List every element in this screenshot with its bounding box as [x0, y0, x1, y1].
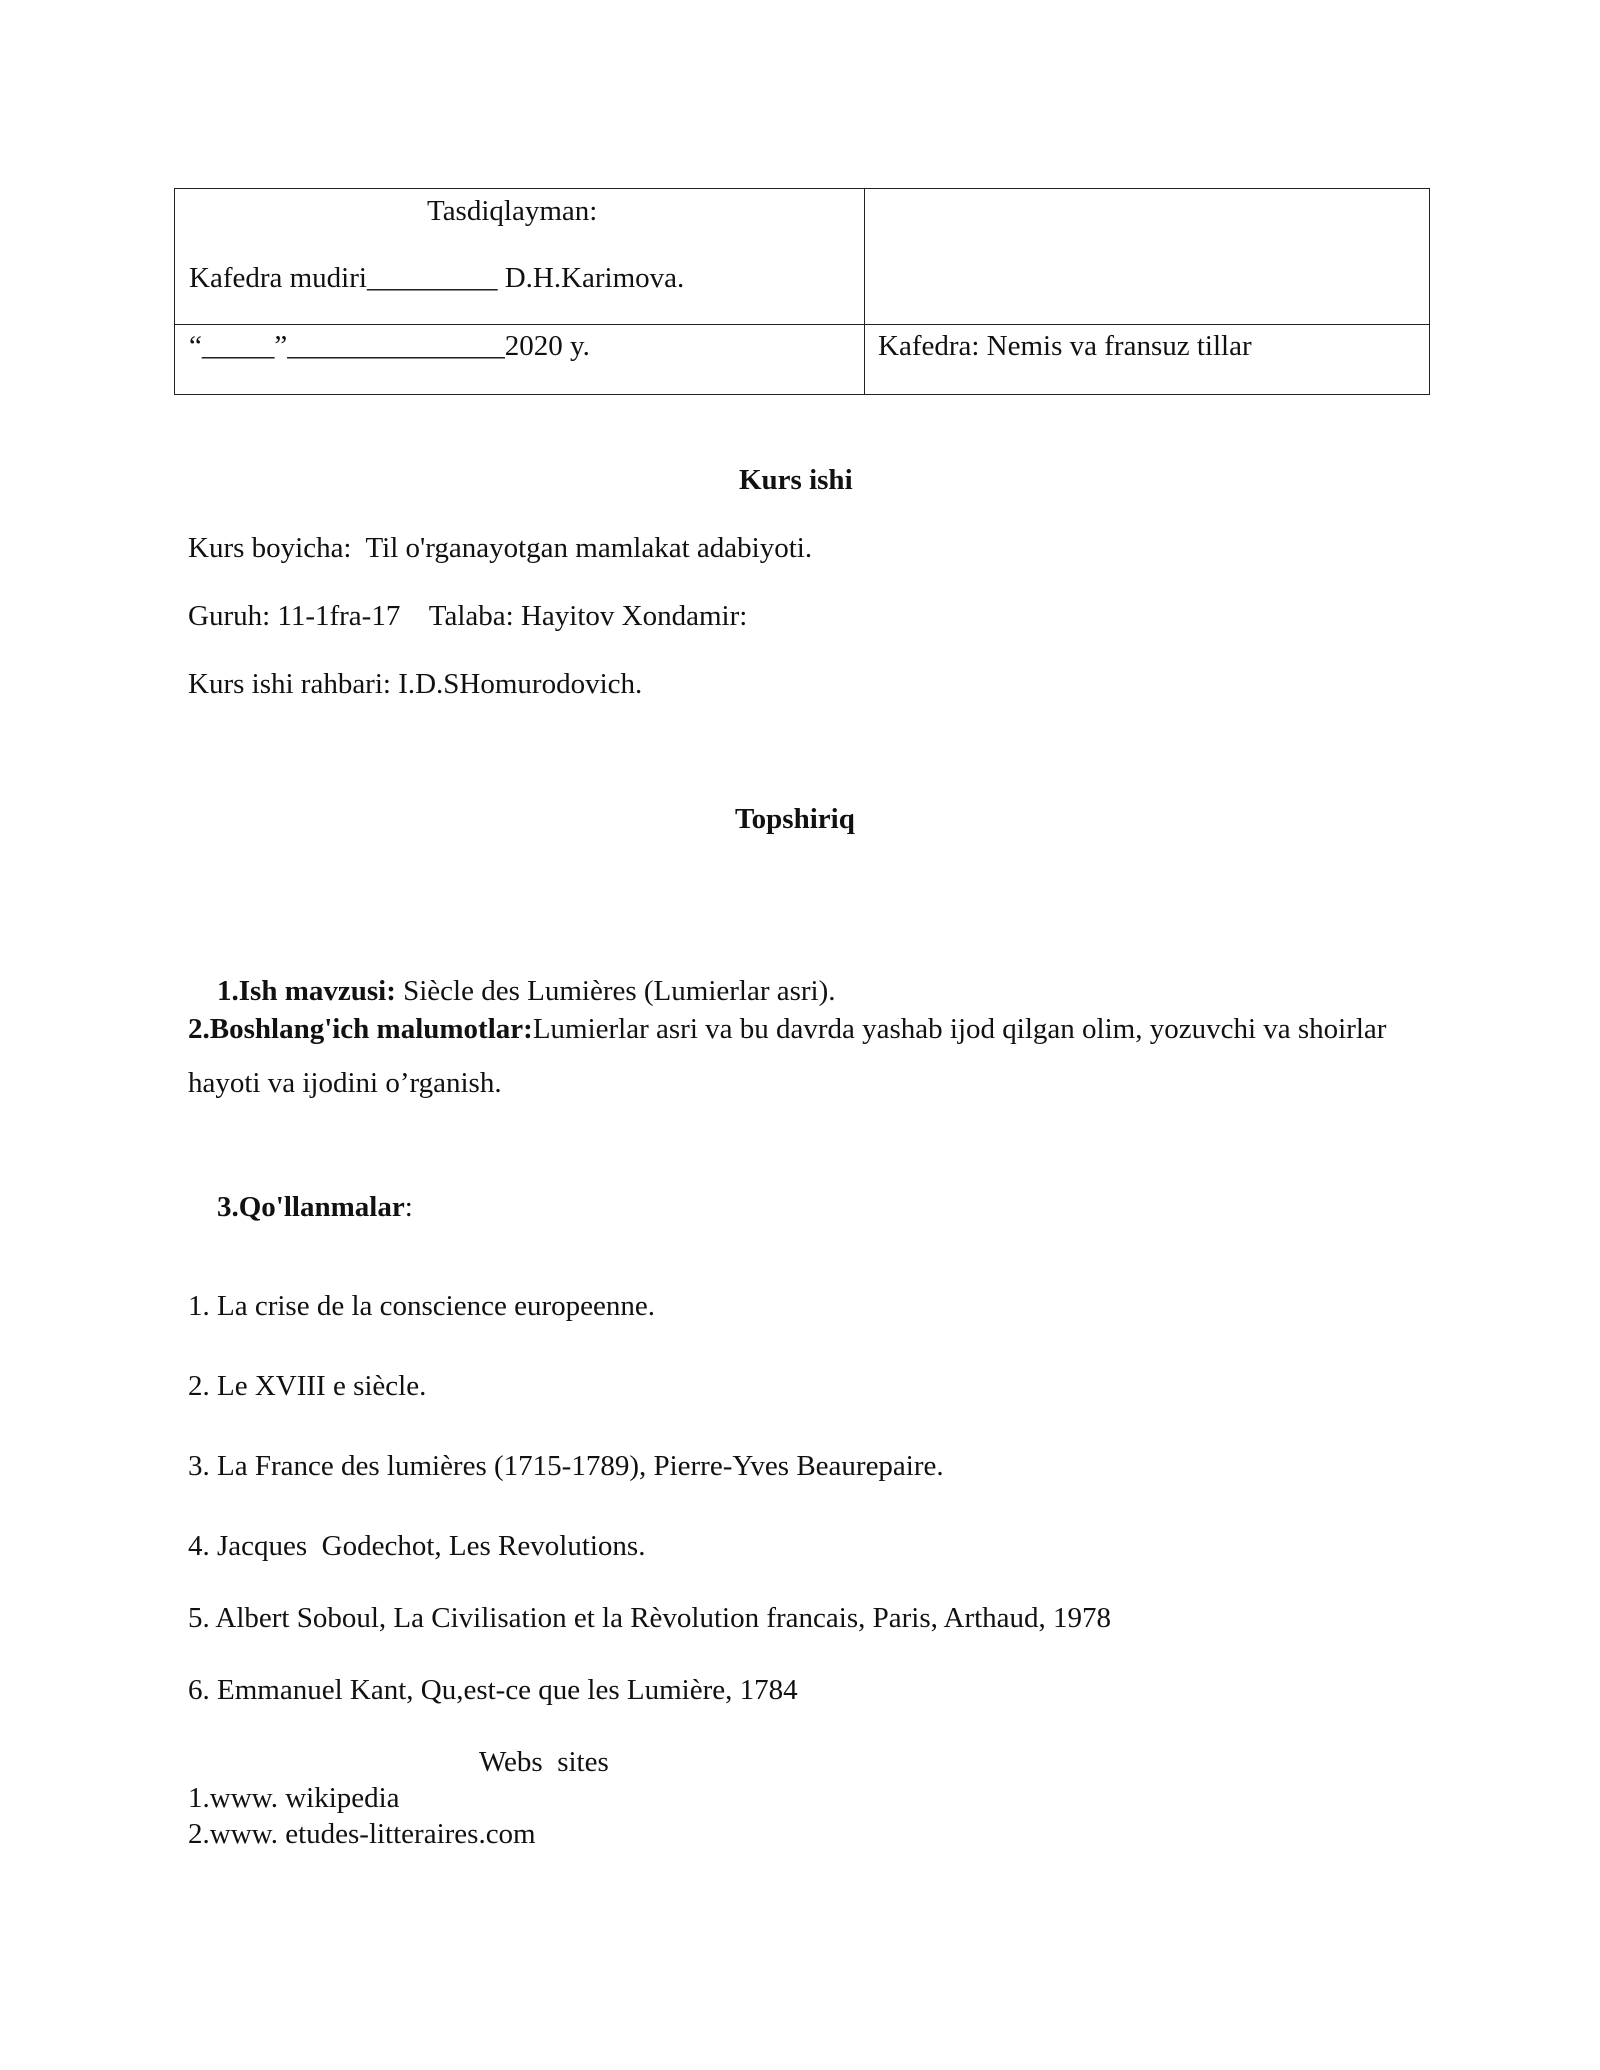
- websites-heading: Webs sites: [479, 1746, 609, 1778]
- website-item: 2.www. etudes-litteraires.com: [188, 1818, 536, 1850]
- topic-value: Siècle des Lumières (Lumierlar asri).: [395, 975, 836, 1007]
- group-student-line: Guruh: 11-1fra-17 Talaba: Hayitov Xondamir:: [188, 600, 748, 632]
- reference-item: 6. Emmanuel Kant, Qu,est-ce que les Lumière, 1784: [188, 1674, 798, 1706]
- topic-label: 1.Ish mavzusi:: [217, 975, 396, 1007]
- source-label: 2.Boshlang'ich malumotlar:: [188, 1013, 533, 1045]
- manuals-label: 3.Qo'llanmalar: [217, 1191, 405, 1223]
- department-head-line: Kafedra mudiri_________ D.H.Karimova.: [189, 262, 685, 294]
- empty-cell: [865, 189, 1430, 325]
- reference-item: 2. Le XVIII e siècle.: [188, 1370, 427, 1402]
- reference-item: 4. Jacques Godechot, Les Revolutions.: [188, 1530, 646, 1562]
- department-line: Kafedra: Nemis va fransuz tillar: [878, 330, 1252, 362]
- reference-item: 3. La France des lumières (1715-1789), Pierre-Yves Beaurepaire.: [188, 1450, 944, 1482]
- assignment-title: Topshiriq: [735, 803, 855, 835]
- manuals-heading: [188, 1153, 413, 1261]
- course-subject: Kurs boyicha: Til o'rganayotgan mamlakat adabiyoti.: [188, 532, 813, 564]
- website-item: 1.www. wikipedia: [188, 1782, 400, 1814]
- reference-item: 1. La crise de la conscience europeenne.: [188, 1290, 655, 1322]
- department-cell: [865, 325, 1430, 395]
- reference-item: 5. Albert Soboul, La Civilisation et la Rèvolution francais, Paris, Arthaud, 1978: [188, 1602, 1112, 1634]
- supervisor-line: Kurs ishi rahbari: I.D.SHomurodovich.: [188, 668, 643, 700]
- approval-date-line: “_____”_______________2020 y.: [189, 330, 590, 362]
- approval-cell: [175, 189, 865, 325]
- date-cell: [175, 325, 865, 395]
- approve-label: Tasdiqlayman:: [427, 195, 598, 227]
- source-paragraph: [188, 1002, 1418, 1110]
- manuals-colon: :: [404, 1191, 413, 1223]
- source-value: Lumierlar asri va bu davrda yashab ijod qilgan olim, yozuvchi va shoirlar hayoti va ijodini o’rganish.: [188, 1013, 1387, 1099]
- course-title: Kurs ishi: [739, 464, 853, 496]
- approval-table: [174, 188, 1430, 395]
